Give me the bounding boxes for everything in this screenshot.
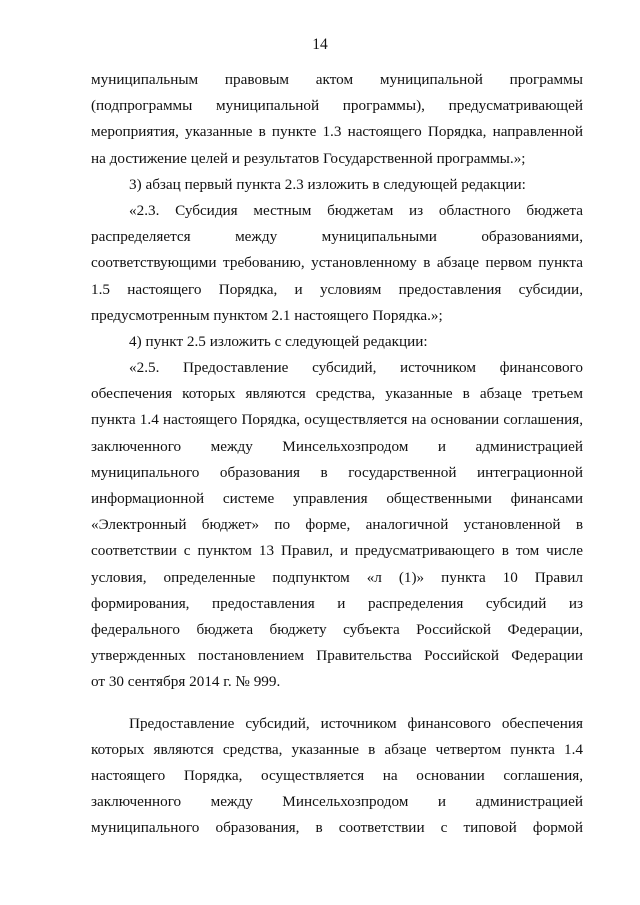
body-line: «2.5. Предоставление субсидий, источником финансового bbox=[129, 359, 583, 377]
body-line: Предоставление субсидий, источником финансового обеспечения bbox=[129, 714, 583, 732]
body-line: 3) абзац первый пункта 2.3 изложить в следующей редакции: bbox=[129, 175, 526, 193]
body-line: (подпрограммы муниципальной программы), предусматривающей bbox=[91, 97, 583, 115]
body-line: информационной системе управления общественными финансами bbox=[91, 490, 583, 507]
body-line: мероприятия, указанные в пункте 1.3 настоящего Порядка, направленной bbox=[91, 123, 583, 141]
paragraph-spacer bbox=[91, 696, 583, 711]
body-line: на достижение целей и результатов Государственной программы.»; bbox=[91, 149, 526, 167]
body-line: 4) пункт 2.5 изложить с следующей редакции: bbox=[129, 332, 428, 350]
body-line: утвержденных постановлением Правительства Российской Федерации bbox=[91, 647, 583, 665]
body-line: муниципального образования в государственной интеграционной bbox=[91, 463, 583, 481]
body-line: заключенного между Минсельхозпродом и администрацией bbox=[91, 793, 583, 811]
body-line: федерального бюджета бюджету субъекта Российской Федерации, bbox=[91, 620, 583, 638]
body-line: соответствующими требованию, установленному в абзаце первом пункта bbox=[91, 254, 583, 272]
body-line: формирования, предоставления и распределения субсидий из bbox=[91, 594, 583, 612]
body-line: пункта 1.4 настоящего Порядка, осуществляется на основании соглашения, bbox=[91, 411, 583, 429]
body-line: заключенного между Минсельхозпродом и администрацией bbox=[91, 437, 583, 455]
body-line: настоящего Порядка, осуществляется на основании соглашения, bbox=[91, 766, 583, 784]
document-body bbox=[91, 67, 583, 841]
body-line: которых являются средства, указанные в абзаце четвертом пункта 1.4 bbox=[91, 740, 583, 758]
body-line: «Электронный бюджет» по форме, аналогичной установленной в bbox=[91, 516, 583, 534]
body-line: от 30 сентября 2014 г. № 999. bbox=[91, 673, 281, 691]
body-line: 1.5 настоящего Порядка, и условиям предоставления субсидии, bbox=[91, 280, 583, 298]
body-line: распределяется между муниципальными образованиями, bbox=[91, 228, 583, 246]
body-line: муниципального образования, в соответствии с типовой формой bbox=[91, 819, 583, 837]
body-line: соответствии с пунктом 13 Правил, и предусматривающего в том числе bbox=[91, 542, 583, 560]
body-line: предусмотренным пунктом 2.1 настоящего Порядка.»; bbox=[91, 306, 443, 324]
body-line: «2.3. Субсидия местным бюджетам из областного бюджета bbox=[129, 201, 583, 219]
body-line: муниципальным правовым актом муниципальной программы bbox=[91, 71, 583, 88]
body-line: обеспечения которых являются средства, указанные в абзаце третьем bbox=[91, 385, 583, 403]
page-number: 14 bbox=[312, 36, 328, 53]
body-line: условия, определенные подпунктом «л (1)» пункта 10 Правил bbox=[91, 568, 583, 586]
